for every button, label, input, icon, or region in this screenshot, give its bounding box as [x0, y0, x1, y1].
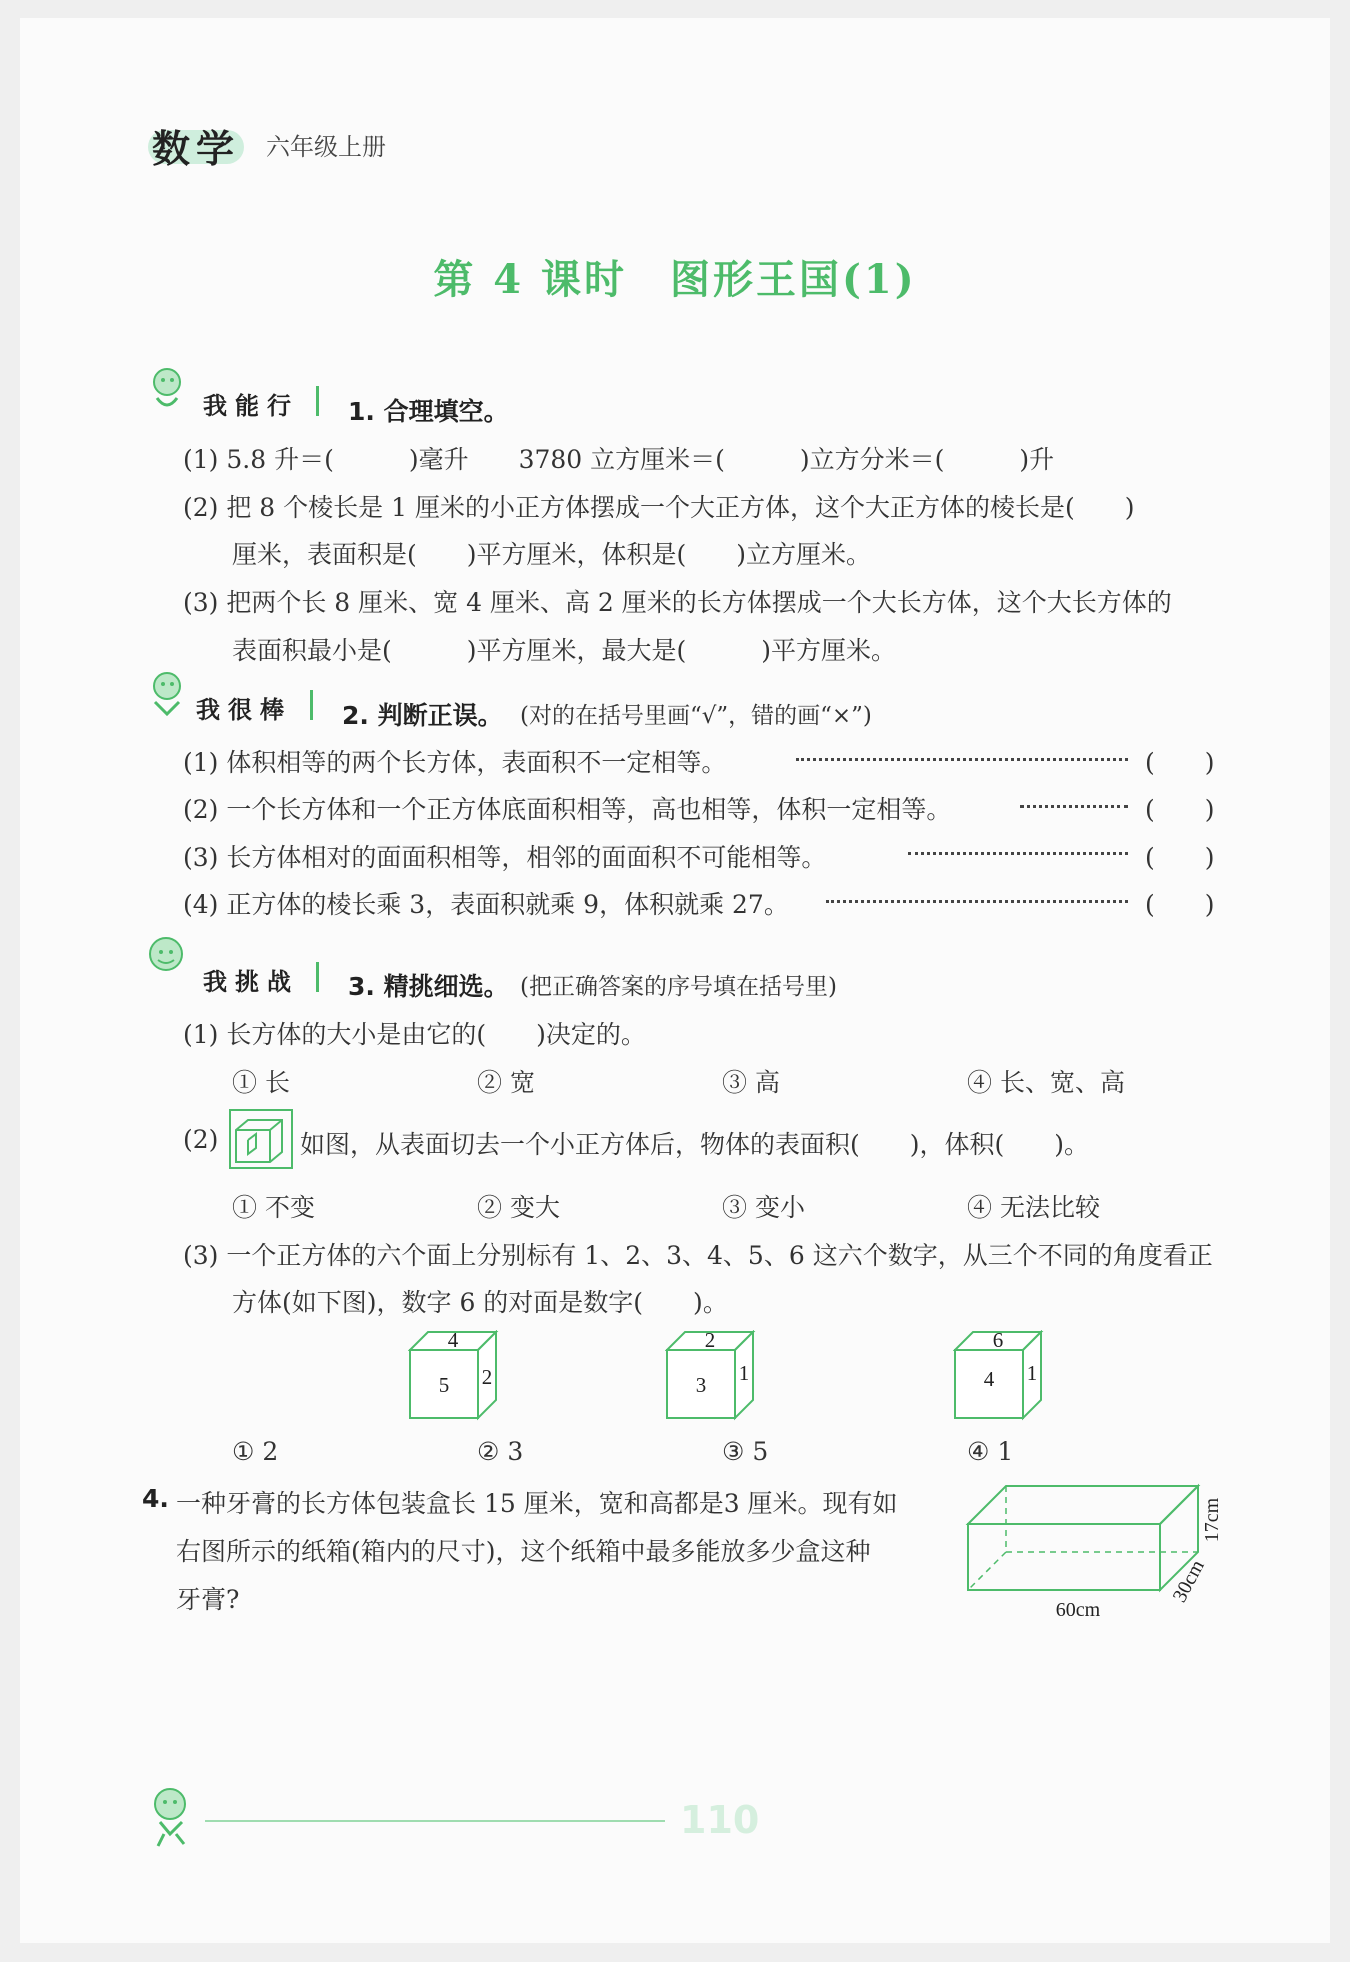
s3-q3-option-4: ④ 1 — [967, 1437, 1014, 1466]
cube-3-top-number: 6 — [992, 1330, 1004, 1352]
cube-1-side-number: 2 — [481, 1365, 493, 1389]
s3-q3-option-2: ② 3 — [477, 1437, 524, 1466]
carton-box-figure — [962, 1474, 1230, 1622]
answer-paren: ( ) — [1145, 890, 1215, 919]
section-2-title: 2. 判断正误。 — [342, 701, 503, 730]
s2-item-3: (3) 长方体相对的面面积相等，相邻的面面积不可能相等。 — [183, 843, 827, 872]
cube-2-front-number: 3 — [695, 1373, 707, 1397]
header-subject: 数学 — [152, 127, 241, 171]
lesson-title: 第 4 课时 图形王国(1) — [433, 256, 917, 303]
answer-paren: ( ) — [1145, 843, 1215, 872]
s3-q2-option-1: ① 不变 — [232, 1193, 315, 1222]
s3-q2-text: 如图，从表面切去一个小正方体后，物体的表面积( )，体积( )。 — [300, 1130, 1090, 1159]
section-divider — [310, 690, 313, 720]
q4-line-3: 牙膏? — [176, 1585, 240, 1614]
section-3-note: (把正确答案的序号填在括号里) — [520, 974, 837, 1000]
leader-dots — [796, 758, 1128, 761]
header-grade: 六年级上册 — [266, 133, 386, 161]
box-height-label: 17cm — [1201, 1497, 1223, 1543]
cube-3-side-number: 1 — [1026, 1361, 1038, 1385]
cube-1-front-number: 5 — [438, 1373, 450, 1397]
answer-paren: ( ) — [1145, 795, 1215, 824]
s3-q2-label: (2) — [183, 1125, 219, 1154]
section-2-note: (对的在括号里画“√”，错的画“×”) — [520, 703, 872, 729]
mascot-icon — [145, 668, 193, 720]
s1-line-3: 厘米，表面积是( )平方厘米，体积是( )立方厘米。 — [232, 540, 872, 569]
s3-q3-option-3: ③ 5 — [722, 1437, 769, 1466]
mascot-icon — [145, 364, 193, 416]
page-number: 110 — [680, 1798, 760, 1842]
s2-item-1: (1) 体积相等的两个长方体，表面积不一定相等。 — [183, 748, 727, 777]
cut-cube-figure — [228, 1108, 294, 1170]
cube-3-front-number: 4 — [983, 1367, 995, 1391]
leader-dots — [826, 900, 1128, 903]
s1-line-4: (3) 把两个长 8 厘米、宽 4 厘米、高 2 厘米的长方体摆成一个大长方体，这个大长方体的 — [183, 588, 1172, 617]
s3-q1-option-1: ① 长 — [232, 1068, 290, 1097]
s3-q3-line-2: 方体(如下图)，数字 6 的对面是数字( )。 — [232, 1288, 728, 1317]
cube-view-1 — [408, 1330, 500, 1422]
s3-q1-text: (1) 长方体的大小是由它的( )决定的。 — [183, 1020, 646, 1049]
q4-line-1: 一种牙膏的长方体包装盒长 15 厘米，宽和高都是3 厘米。现有如 — [176, 1489, 898, 1518]
s3-q2-option-2: ② 变大 — [477, 1193, 560, 1222]
footer-rule — [205, 1820, 665, 1822]
s3-q3-line-1: (3) 一个正方体的六个面上分别标有 1、2、3、4、5、6 这六个数字，从三个不同的角度看正 — [183, 1241, 1213, 1270]
s1-line-2: (2) 把 8 个棱长是 1 厘米的小正方体摆成一个大正方体，这个大正方体的棱长是( ) — [183, 493, 1135, 522]
q4-number: 4. — [142, 1484, 169, 1513]
s3-q2-option-4: ④ 无法比较 — [967, 1193, 1100, 1222]
cube-1-top-number: 4 — [447, 1330, 459, 1352]
s3-q1-option-4: ④ 长、宽、高 — [967, 1068, 1125, 1097]
s1-line-1: (1) 5.8 升＝( )毫升 3780 立方厘米＝( )立方分米＝( )升 — [183, 445, 1055, 474]
section-divider — [316, 962, 319, 992]
s2-item-2: (2) 一个长方体和一个正方体底面积相等，高也相等，体积一定相等。 — [183, 795, 952, 824]
q4-line-2: 右图所示的纸箱(箱内的尺寸)，这个纸箱中最多能放多少盒这种 — [176, 1537, 871, 1566]
section-divider — [316, 386, 319, 416]
box-width-label: 30cm — [1168, 1556, 1209, 1606]
mascot-icon — [140, 932, 196, 986]
cube-2-side-number: 1 — [738, 1361, 750, 1385]
badge-wo-hen-bang: 我很棒 — [196, 696, 292, 724]
box-length-label: 60cm — [1055, 1599, 1101, 1621]
s3-q2-option-3: ③ 变小 — [722, 1193, 805, 1222]
cube-2-top-number: 2 — [704, 1330, 716, 1352]
badge-wo-neng-xing: 我能行 — [203, 392, 299, 420]
s3-q3-option-1: ① 2 — [232, 1437, 279, 1466]
footer-mascot-icon — [140, 1782, 210, 1852]
section-3-title: 3. 精挑细选。 — [348, 972, 509, 1001]
cube-view-3 — [953, 1330, 1045, 1422]
section-1-title: 1. 合理填空。 — [348, 397, 509, 426]
s1-line-5: 表面积最小是( )平方厘米，最大是( )平方厘米。 — [232, 636, 897, 665]
answer-paren: ( ) — [1145, 748, 1215, 777]
leader-dots — [908, 852, 1128, 855]
s3-q1-option-3: ③ 高 — [722, 1068, 780, 1097]
cube-view-2 — [665, 1330, 757, 1422]
leader-dots — [1020, 805, 1128, 808]
s2-item-4: (4) 正方体的棱长乘 3，表面积就乘 9，体积就乘 27。 — [183, 890, 789, 919]
s3-q1-option-2: ② 宽 — [477, 1068, 535, 1097]
badge-wo-tiao-zhan: 我挑战 — [203, 968, 299, 996]
